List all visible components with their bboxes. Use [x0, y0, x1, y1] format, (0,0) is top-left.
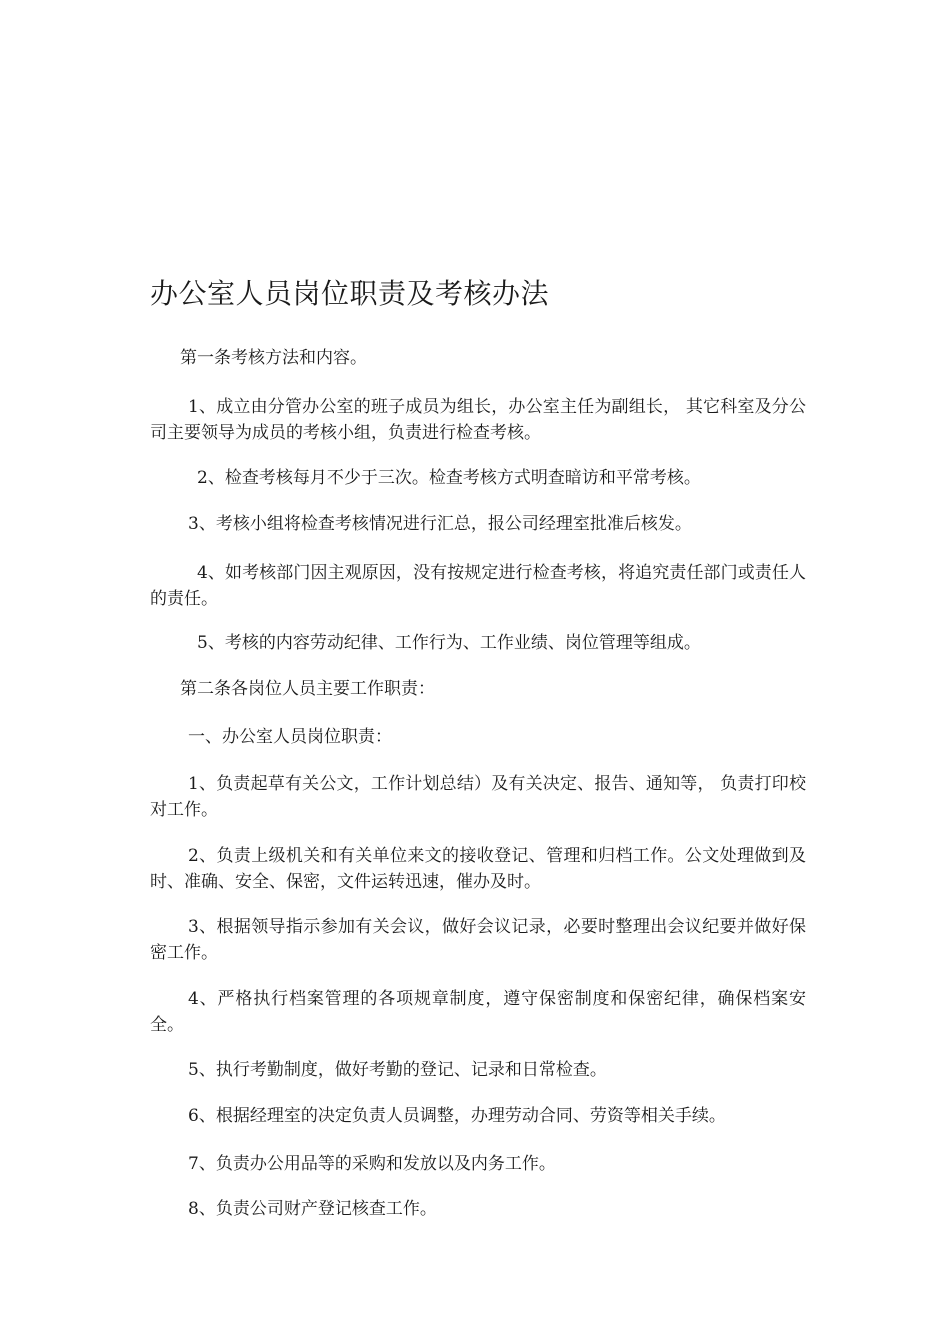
- section-1-item-6: 6、根据经理室的决定负责人员调整，办理劳动合同、劳资等相关手续。: [188, 1106, 726, 1126]
- document-title: 办公室人员岗位职责及考核办法: [150, 277, 550, 310]
- section-1-item-1: 1、负责起草有关公文，工作计划总结）及有关决定、报告、通知等， 负责打印校对工作。: [150, 774, 806, 820]
- section-1-item-4: 4、严格执行档案管理的各项规章制度，遵守保密制度和保密纪律，确保档案安全。: [150, 989, 806, 1035]
- section-1-item-5: 5、执行考勤制度，做好考勤的登记、记录和日常检查。: [188, 1060, 607, 1080]
- article-1-item-2: 2、检查考核每月不少于三次。检查考核方式明查暗访和平常考核。: [197, 468, 701, 488]
- article-2-heading: 第二条各岗位人员主要工作职责：: [180, 679, 435, 699]
- section-1-item-8: 8、负责公司财产登记核查工作。: [188, 1199, 437, 1219]
- section-1-heading: 一、办公室人员岗位职责：: [188, 727, 392, 747]
- article-1-item-5: 5、考核的内容劳动纪律、工作行为、工作业绩、岗位管理等组成。: [197, 633, 701, 653]
- section-1-item-7: 7、负责办公用品等的采购和发放以及内务工作。: [188, 1154, 556, 1174]
- article-1-item-3: 3、考核小组将检查考核情况进行汇总，报公司经理室批准后核发。: [188, 514, 692, 534]
- article-1-item-1: 1、成立由分管办公室的班子成员为组长，办公室主任为副组长， 其它科室及分公司主要领导为成员的考核小组，负责进行检查考核。: [150, 397, 806, 443]
- article-1-item-4: 4、如考核部门因主观原因，没有按规定进行检查考核，将追究责任部门或责任人的责任。: [150, 563, 806, 609]
- section-1-item-2: 2、负责上级机关和有关单位来文的接收登记、管理和归档工作。公文处理做到及时、准确、安全、保密，文件运转迅速，催办及时。: [150, 846, 806, 892]
- article-1-heading: 第一条考核方法和内容。: [180, 348, 367, 368]
- section-1-item-3: 3、根据领导指示参加有关会议，做好会议记录，必要时整理出会议纪要并做好保密工作。: [150, 917, 806, 963]
